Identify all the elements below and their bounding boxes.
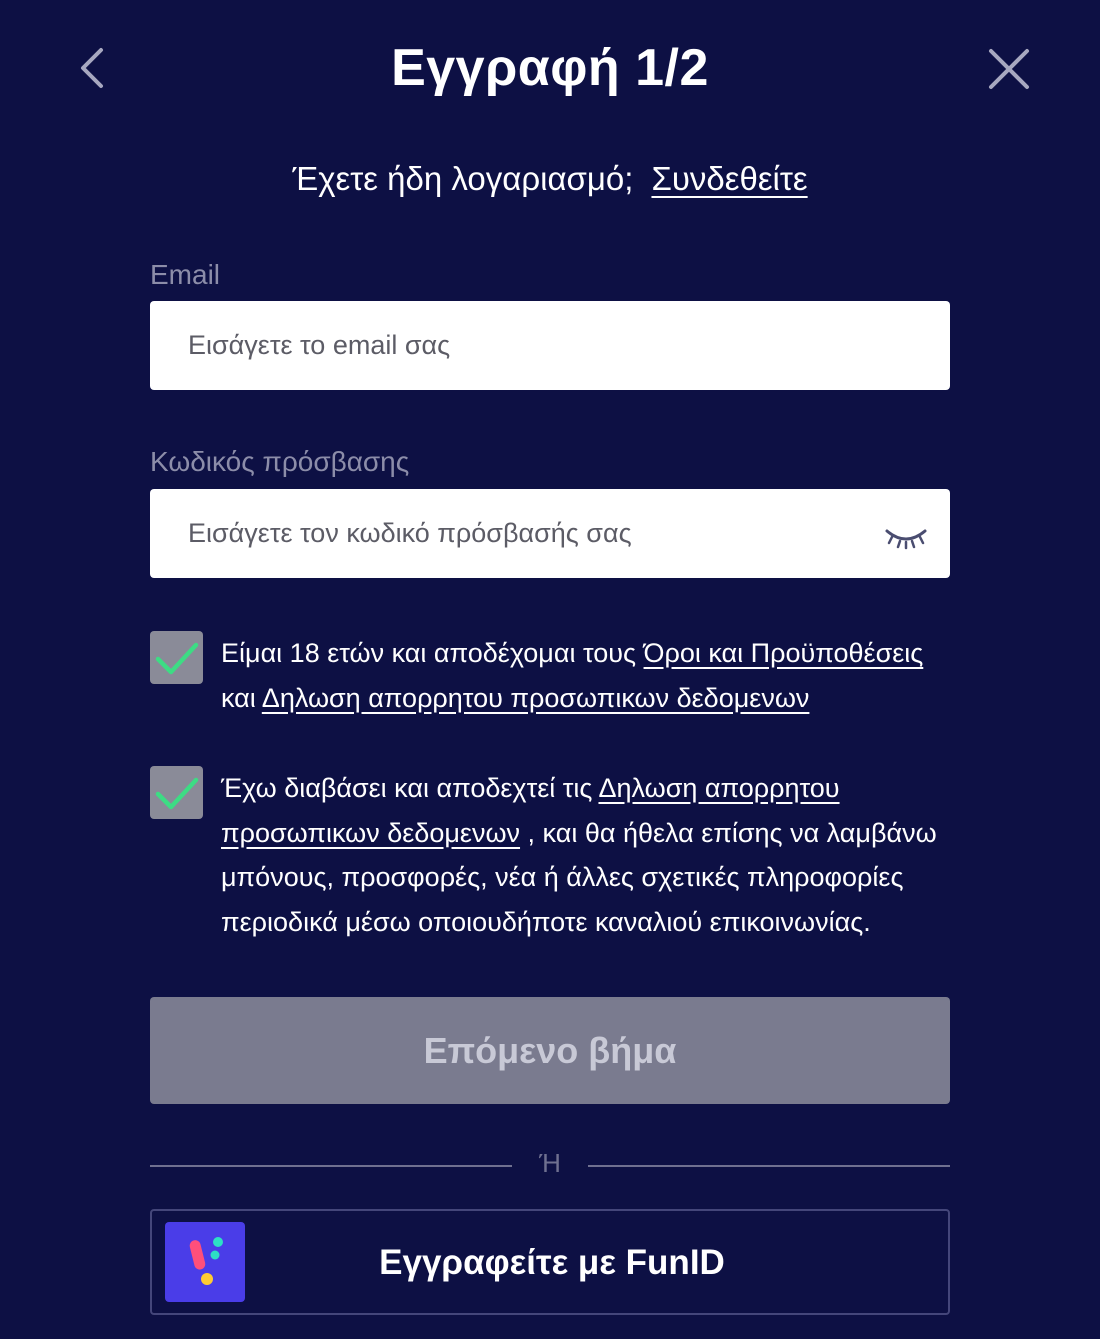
terms-link[interactable]: Όροι και Προϋποθέσεις [643, 638, 924, 668]
privacy-link-2[interactable]: Δηλωση απορρητου προσωπικων δεδομενων [221, 773, 840, 848]
email-field-container [150, 301, 950, 390]
privacy-link[interactable]: Δηλωση απορρητου προσωπικων δεδομενων [261, 682, 810, 713]
page-title: Εγγραφή 1/2 [391, 39, 709, 97]
checkmark-icon [154, 773, 200, 813]
password-field[interactable] [188, 489, 848, 578]
marketing-text-after: , και θα ήθελα επίσης να λαμβάνω μπόνους, προσφορές, νέα ή άλλες σχετικές πληροφορίες περιοδικά μέσω οποιουδήποτε καναλιού επικοινωνίας. [221, 817, 937, 937]
terms-consent-text [221, 631, 961, 720]
terms-checkbox[interactable] [150, 631, 203, 684]
next-step-button[interactable]: Επόμενο βήμα [150, 997, 950, 1104]
marketing-checkbox[interactable] [150, 766, 203, 819]
terms-text-middle: και [221, 682, 262, 713]
email-label: Email [150, 259, 221, 290]
login-prompt-text: Έχετε ήδη λογαριασμό; [292, 160, 634, 197]
login-link[interactable]: Συνδεθείτε [651, 160, 808, 197]
funid-signup-label: Εγγραφείτε με FunID [379, 1243, 725, 1282]
close-button[interactable] [980, 40, 1038, 98]
divider-line-left [150, 1165, 512, 1167]
divider-or: Ή [539, 1148, 561, 1178]
close-icon [987, 47, 1031, 91]
marketing-consent-text [221, 766, 951, 944]
checkmark-icon [154, 638, 200, 678]
marketing-text-before: Έχω διαβάσει και αποδεχτεί τις [221, 773, 599, 803]
email-field[interactable] [188, 301, 848, 390]
password-label: Κωδικός πρόσβασης [150, 446, 410, 477]
login-prompt-row [0, 156, 1100, 202]
password-field-container [150, 489, 950, 578]
divider-line-right [588, 1165, 950, 1167]
password-visibility-toggle[interactable] [884, 525, 928, 551]
eye-closed-icon [884, 525, 928, 551]
terms-text-before: Είμαι 18 ετών και αποδέχομαι τους [221, 638, 644, 668]
funid-signup-button[interactable] [150, 1209, 950, 1315]
